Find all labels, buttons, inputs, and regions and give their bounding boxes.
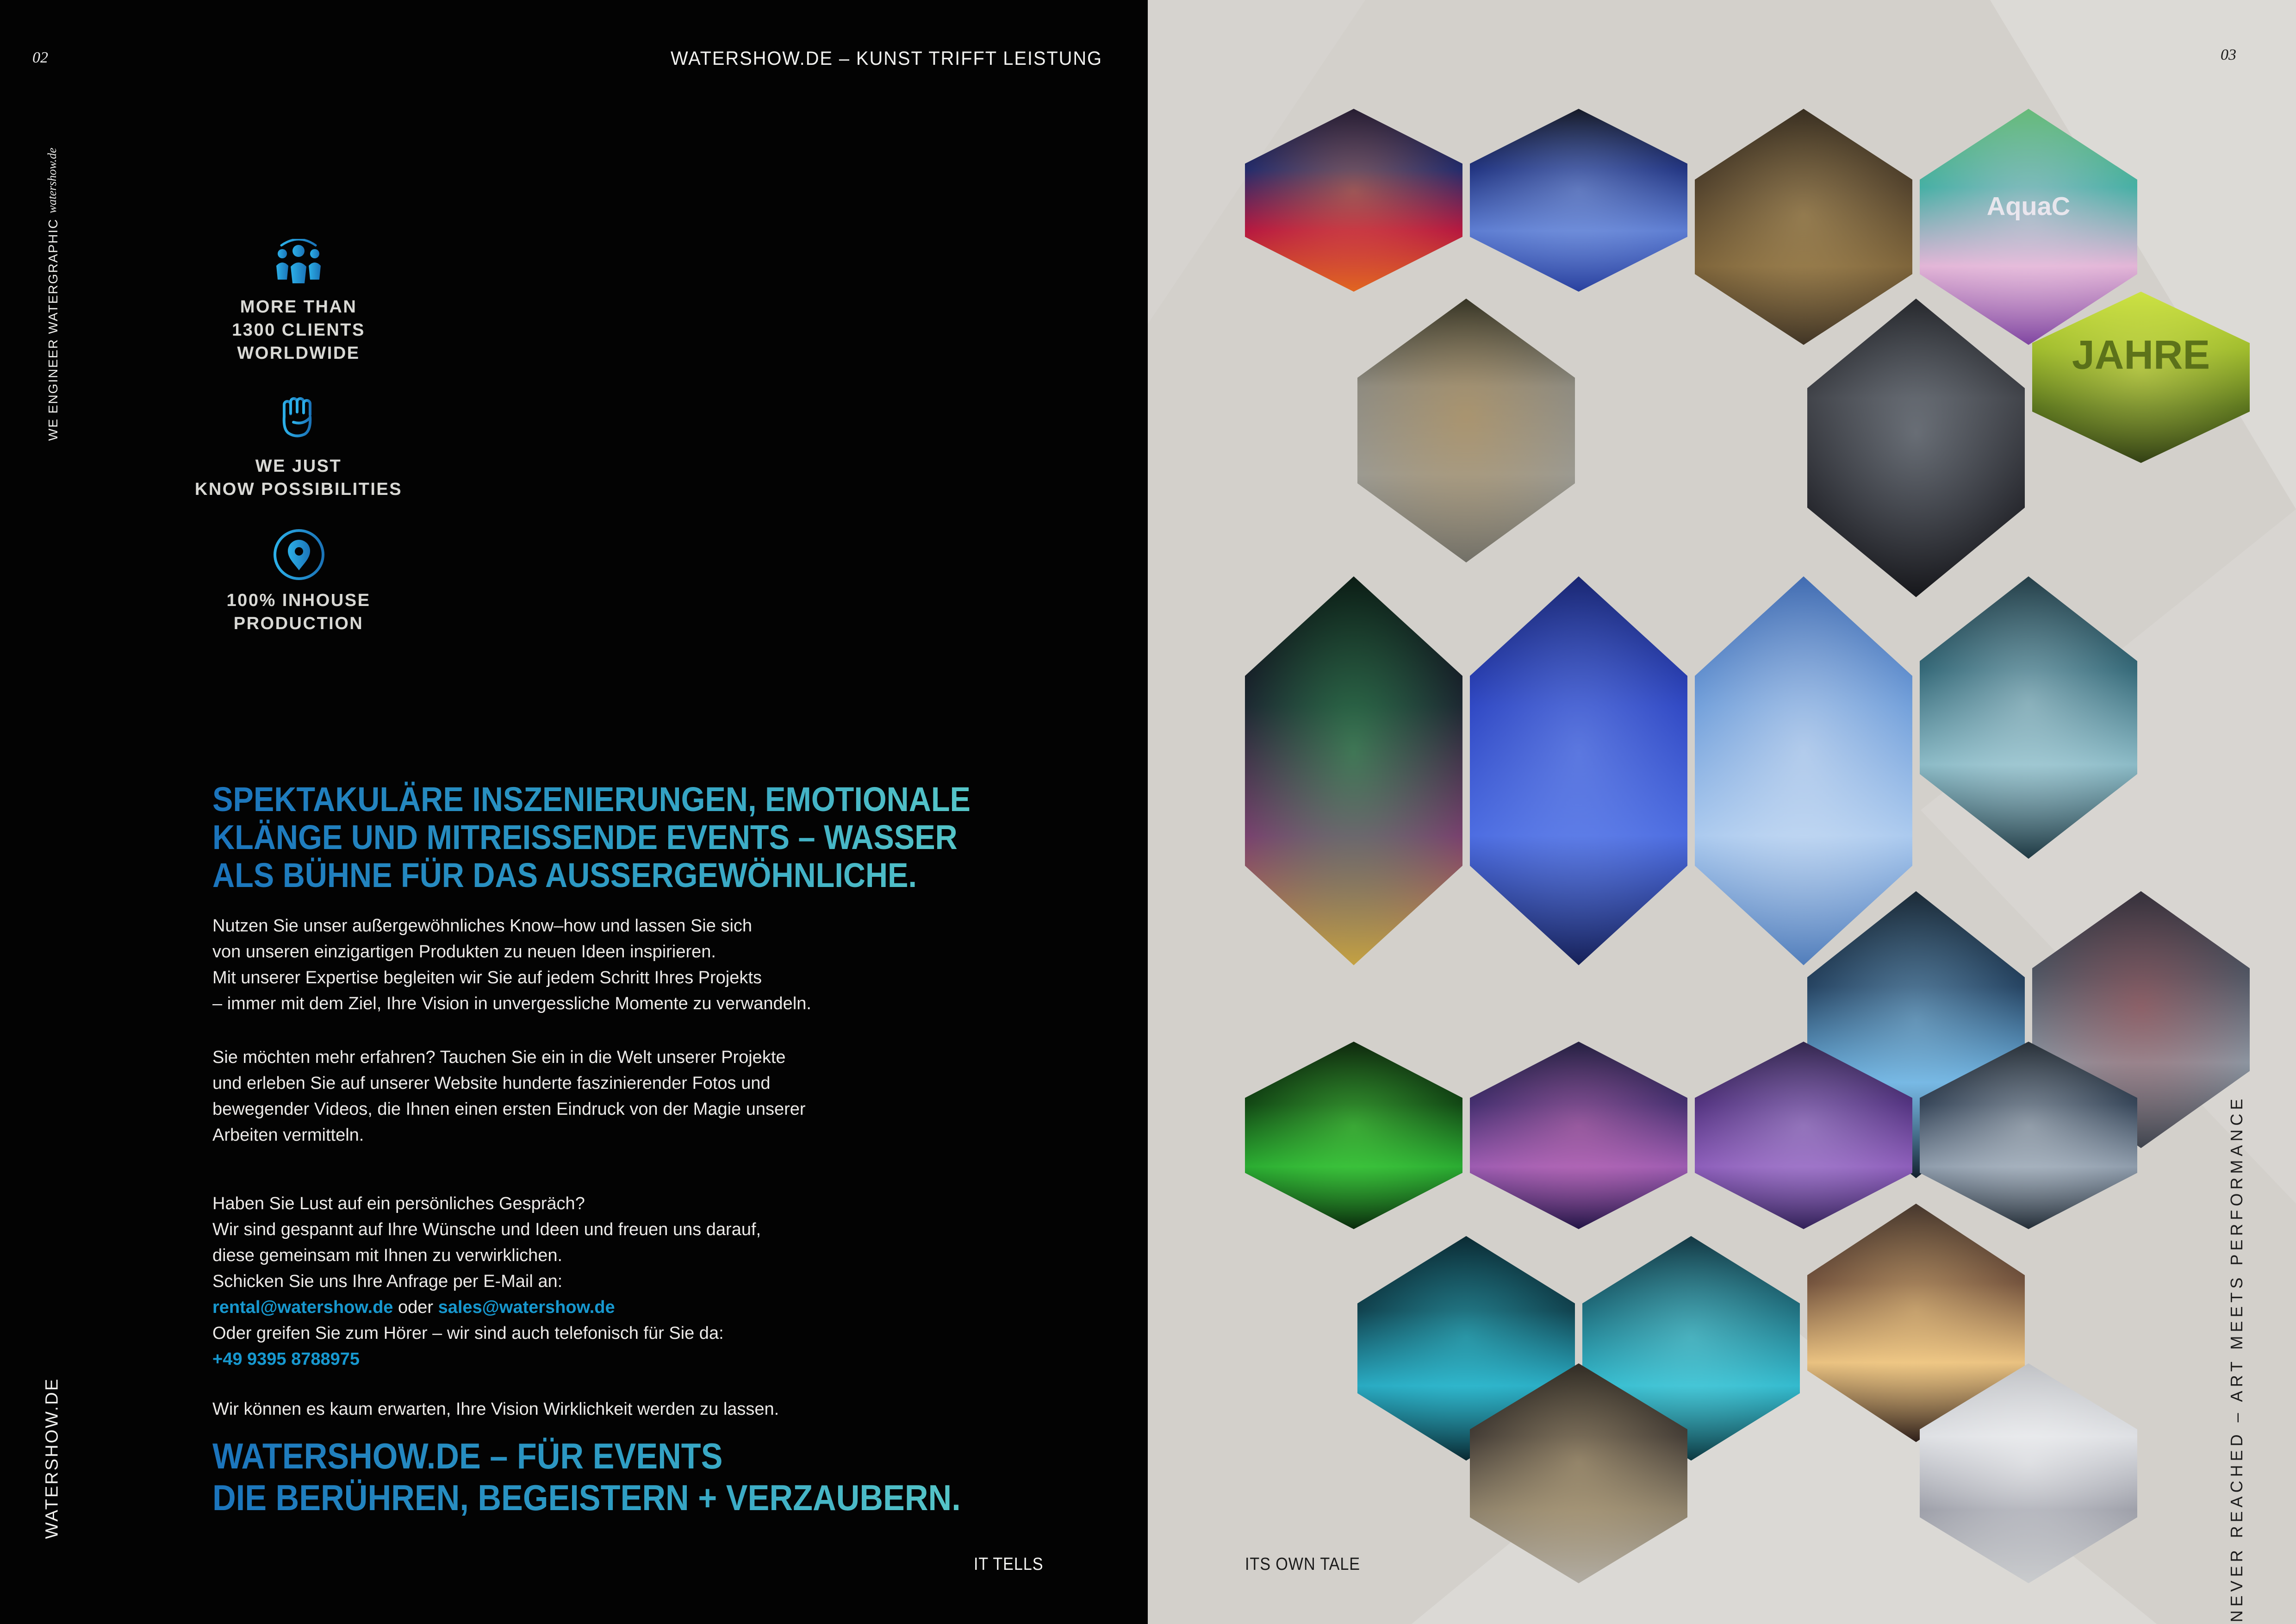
text-line: 100% INHOUSE: [226, 591, 371, 610]
bottom-headline: [212, 1435, 961, 1518]
text-line: Arbeiten vermitteln.: [212, 1125, 364, 1145]
vertical-watershow-url: watershow.de: [45, 148, 59, 213]
text-line: bewegender Videos, die Ihnen einen ersten Eindruck von der Magie unserer: [212, 1099, 806, 1119]
hex-photo-glow: [1245, 109, 1462, 292]
text-line: SPEKTAKULÄRE INSZENIERUNGEN, EMOTIONALE: [212, 780, 971, 818]
page-number-right: 03: [2221, 46, 2236, 63]
text-line: Schicken Sie uns Ihre Anfrage per E-Mail an:: [212, 1272, 563, 1291]
hex-photo-glow: [1357, 299, 1575, 562]
text-line: WORLDWIDE: [237, 344, 360, 363]
text-line: von unseren einzigartigen Produkten zu neuen Ideen inspirieren.: [212, 942, 716, 962]
email-line: [212, 1294, 615, 1320]
hex-photo-glow: [1470, 109, 1687, 292]
text-line: WE JUST: [255, 456, 342, 476]
hex-caption: JAHRE: [2072, 331, 2210, 378]
hex-photo-glow: [1807, 299, 2025, 597]
phone-number-link[interactable]: +49 9395 8788975: [212, 1349, 360, 1369]
sales-email-link[interactable]: sales@watershow.de: [438, 1298, 615, 1317]
hex-photo-glow: [1695, 576, 1912, 965]
vertical-never-reached: NEVER REACHED – ART MEETS PERFORMANCE: [2227, 1095, 2246, 1623]
text-line: – immer mit dem Ziel, Ihre Vision in unvergessliche Momente zu verwandeln.: [212, 994, 811, 1013]
text-line: ALS BÜHNE FÜR DAS AUSSERGEWÖHNLICHE.: [212, 856, 971, 894]
paragraph-contact: [212, 1191, 761, 1294]
footer-it-tells: IT TELLS: [974, 1555, 1044, 1574]
text-line: Haben Sie Lust auf ein persönliches Gespräch?: [212, 1194, 585, 1213]
text-line: Wir sind gespannt auf Ihre Wünsche und Ideen und freuen uns darauf,: [212, 1220, 761, 1239]
paragraph-website: [212, 1044, 806, 1148]
text-line: WATERSHOW.DE – FÜR EVENTS: [212, 1435, 961, 1477]
hex-photo-glow: [1470, 576, 1687, 965]
text-line: Nutzen Sie unser außergewöhnliches Know–how und lassen Sie sich: [212, 916, 753, 936]
spread-header-title: WATERSHOW.DE – KUNST TRIFFT LEISTUNG: [671, 47, 1103, 69]
rental-email-link[interactable]: rental@watershow.de: [212, 1298, 393, 1317]
stat-inhouse: [178, 589, 419, 635]
main-headline: [212, 781, 971, 894]
text-line: MORE THAN: [240, 297, 357, 317]
footer-its-own-tale: ITS OWN TALE: [1245, 1555, 1360, 1574]
location-pin-icon: [272, 528, 326, 581]
closing-line: Wir können es kaum erwarten, Ihre Vision Wirklichkeit werden zu lassen.: [212, 1399, 779, 1419]
phone-intro: Oder greifen Sie zum Hörer – wir sind auch telefonisch für Sie da:: [212, 1324, 724, 1343]
text-line: und erleben Sie auf unserer Website hunderte faszinierender Fotos und: [212, 1074, 771, 1093]
text-line: DIE BERÜHREN, BEGEISTERN + VERZAUBERN.: [212, 1477, 961, 1518]
text-line: Sie möchten mehr erfahren? Tauchen Sie ein in die Welt unserer Projekte: [212, 1048, 786, 1067]
text-line: KNOW POSSIBILITIES: [194, 480, 403, 499]
hex-photo-glow: [1245, 576, 1462, 965]
stat-possibilities: [178, 455, 419, 501]
hex-photo-glow: [1470, 1042, 1687, 1229]
page-number-left: 02: [32, 49, 48, 66]
text-line: PRODUCTION: [233, 614, 364, 633]
paragraph-intro: [212, 913, 811, 1017]
hex-photo-glow: [1695, 109, 1912, 345]
hex-photo-glow: [1245, 1042, 1462, 1229]
text-line: KLÄNGE UND MITREISSENDE EVENTS – WASSER: [212, 818, 971, 856]
clients-icon: [272, 239, 325, 284]
hex-caption: AquaC: [1986, 191, 2071, 221]
text-line: 1300 CLIENTS: [232, 320, 365, 340]
stat-clients: [178, 295, 419, 365]
vertical-watershow-de: WATERSHOW.DE: [42, 1377, 62, 1539]
text-line: diese gemeinsam mit Ihnen zu verwirklichen.: [212, 1246, 563, 1265]
text-line: Mit unserer Expertise begleiten wir Sie auf jedem Schritt Ihres Projekts: [212, 968, 762, 987]
vertical-we-engineer-watergraphic: WE ENGINEER WATERGRAPHIC: [46, 218, 60, 441]
fist-icon: [278, 396, 319, 439]
oder-text: oder: [398, 1298, 434, 1317]
